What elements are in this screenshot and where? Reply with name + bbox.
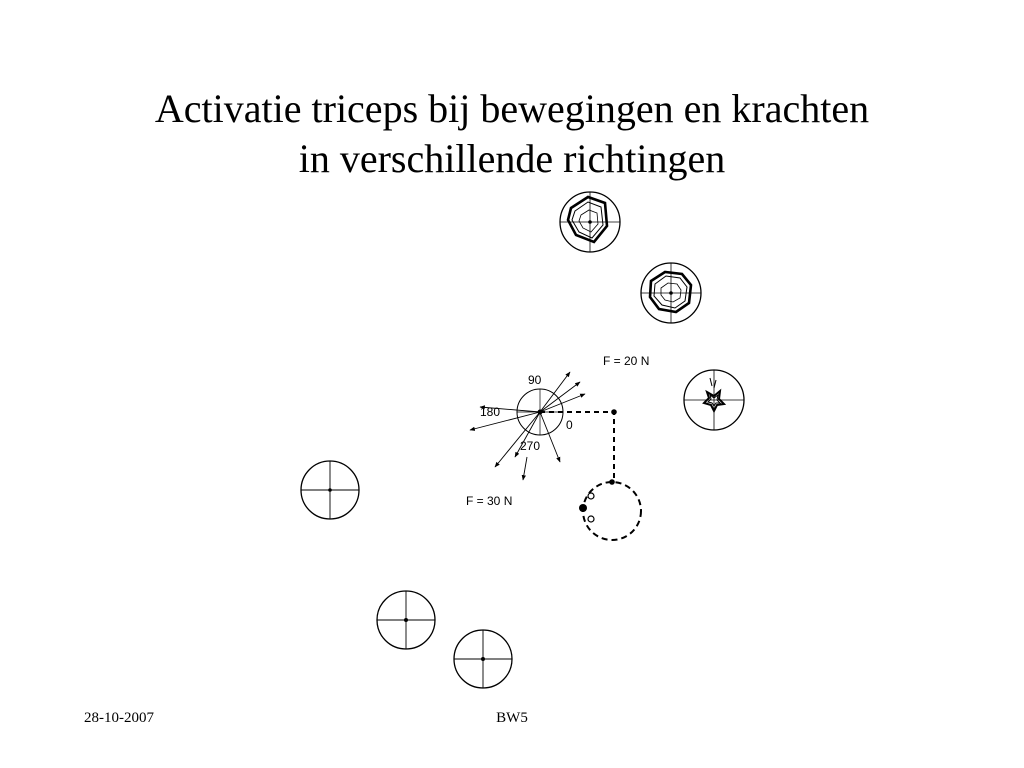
footer-date: 28-10-2007 <box>84 710 154 726</box>
angle-label-90: 90 <box>528 373 542 387</box>
angle-label-180: 180 <box>480 405 501 419</box>
polar-plot-right <box>684 370 744 430</box>
title-line-1: Activatie triceps bij bewegingen en krachten <box>154 86 870 131</box>
force-label-top: F = 20 N <box>603 354 650 368</box>
slide-title <box>0 84 1024 184</box>
polar-plot-bottom <box>454 630 512 688</box>
triceps-activation-figure <box>288 190 758 700</box>
title-line-2: in verschillende richtingen <box>298 136 726 181</box>
polar-plot-bottom-left <box>377 591 435 649</box>
angle-label-0: 0 <box>566 418 573 432</box>
polar-plot-left <box>301 461 359 519</box>
force-label-bottom: F = 30 N <box>466 494 513 508</box>
force-direction-diagram <box>470 372 585 480</box>
polar-plot-upper-right <box>641 263 701 323</box>
footer-center-label: BW5 <box>496 710 528 726</box>
polar-plot-top <box>560 192 620 252</box>
angle-label-270: 270 <box>520 439 541 453</box>
